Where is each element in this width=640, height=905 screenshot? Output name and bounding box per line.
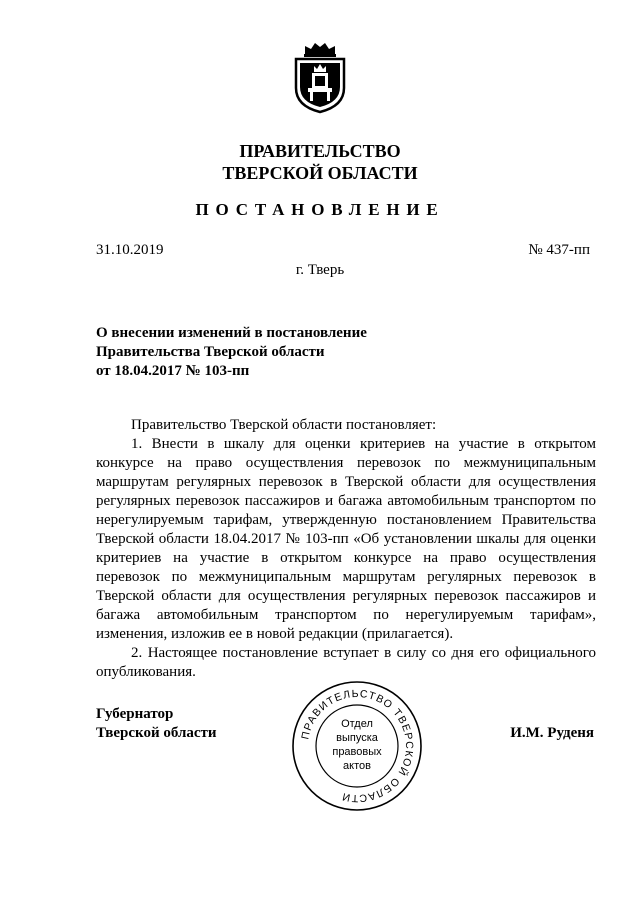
body-intro: Правительство Тверской области постановляет: [131,417,437,433]
subject-line3: от 18.04.2017 № 103-пп [96,363,250,379]
official-stamp [290,679,424,813]
subject-line2: Правительства Тверской области [96,344,325,360]
stamp-text-line1: Отдел [341,718,373,730]
stamp-text-line4: актов [343,760,371,772]
signatory-position-line2: Тверской области [96,725,217,741]
stamp-text-line2: выпуска [336,732,378,744]
document-date: 31.10.2019 [96,242,164,258]
body-item-1: 1. Внести в шкалу для оценки критериев на участие в открытом конкурсе на право осуществления перевозок по межмуниципальным маршрутам регулярных перевозок в Тверской области для осуществления регулярных перевозок пассажиров и багажа автомобильным транспортом по нерегулируемым тарифам, утвержденную постановлением Правительства Тверской области 18.04.2017 № 103-пп «Об установлении шкалы для оценки критериев на участие в открытом конкурсе на право осуществления перевозок по межмуниципальным маршрутам регулярных перевозок в Тверской области для осуществления регулярных перевозок пассажиров и багажа автомобильным транспортом по нерегулируемым тарифам», изменения, изложив ее в новой редакции (прилагается). [96,436,596,642]
stamp-text-line3: правовых [332,746,382,758]
signatory-position-line1: Губернатор [96,706,174,722]
subject-line1: О внесении изменений в постановление [96,325,367,341]
document-number: № 437-пп [528,242,590,258]
document-city: г. Тверь [295,262,345,278]
org-name-line2: ТВЕРСКОЙ ОБЛАСТИ [222,163,418,183]
document-type: ПОСТАНОВЛЕНИЕ [195,200,445,219]
signatory-name: И.М. Руденя [510,725,594,741]
stamp-ring-text: ПРАВИТЕЛЬСТВО ТВЕРСКОЙ ОБЛАСТИ [299,687,416,805]
document-body [96,416,596,682]
org-name-line1: ПРАВИТЕЛЬСТВО [239,141,401,161]
coat-of-arms-icon [291,40,349,114]
body-item-2: 2. Настоящее постановление вступает в силу со дня его официального опубликования. [96,645,596,680]
